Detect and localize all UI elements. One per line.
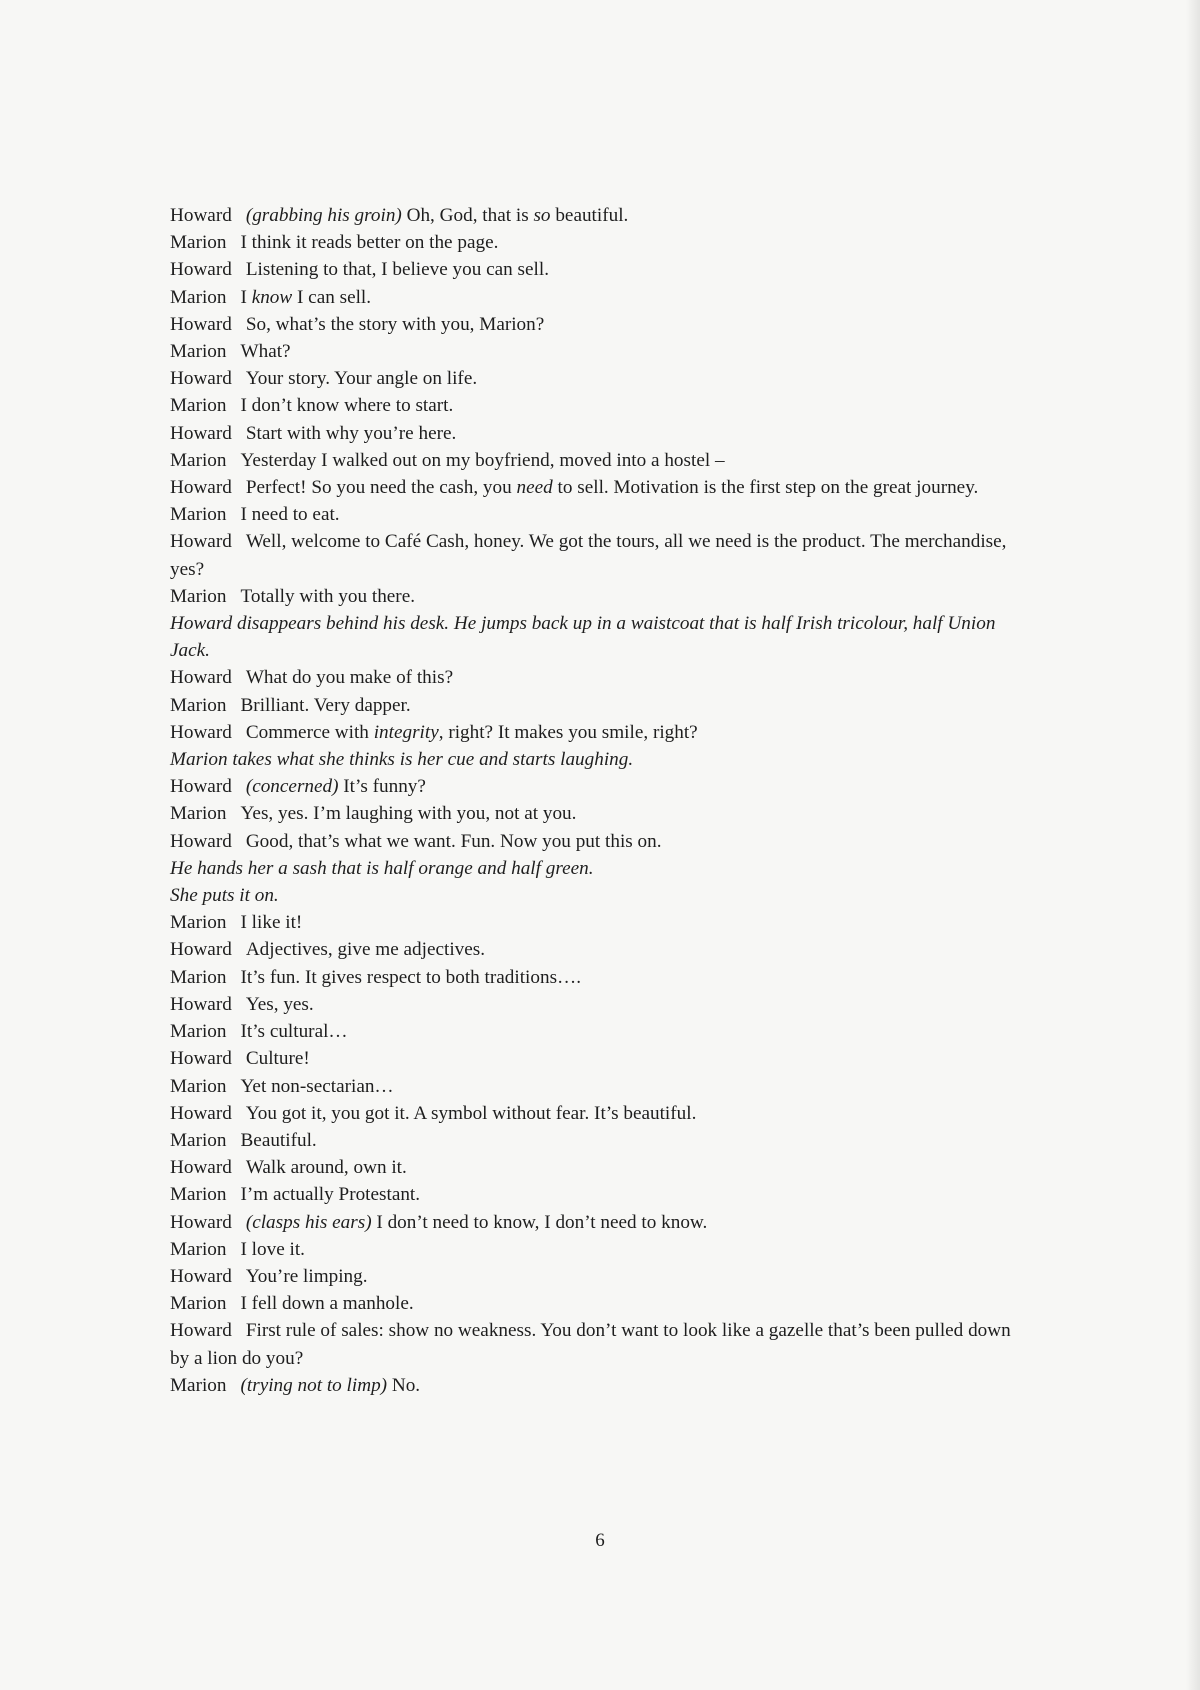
dialogue-text: , right? It makes you smile, right? [438,721,698,743]
page-edge-shadow [1186,0,1200,1690]
stage-direction [170,882,1020,909]
dialogue-line [170,909,1020,936]
direction-text: integrity [373,721,439,743]
dialogue-line [170,828,1020,855]
dialogue-text: Listening to that, I believe you can sell. [245,259,549,281]
dialogue-line [170,1209,1020,1236]
dialogue-line [170,474,1020,501]
dialogue-line [170,991,1020,1018]
dialogue-line [170,692,1020,719]
direction-text: He hands her a sash that is half orange and half green. [170,857,594,879]
dialogue-line [170,1236,1020,1263]
direction-text: She puts it on. [170,885,279,907]
speaker-name: Marion [170,912,227,934]
direction-text: (concerned) [245,776,339,798]
dialogue-text: I don’t know where to start. [240,395,454,417]
dialogue-line [170,1073,1020,1100]
speaker-name: Howard [170,1157,232,1179]
dialogue-line [170,338,1020,365]
dialogue-text: Perfect! So you need the cash, you [245,477,517,499]
dialogue-line [170,420,1020,447]
dialogue-line [170,392,1020,419]
dialogue-text: to sell. Motivation is the first step on the great journey. [552,477,979,499]
speaker-name: Marion [170,1129,227,1151]
dialogue-text: So, what’s the story with you, Marion? [245,313,545,335]
speaker-name: Marion [170,341,227,363]
speaker-name: Howard [170,313,232,335]
direction-text: Marion takes what she thinks is her cue and starts laughing. [170,749,634,771]
speaker-name: Marion [170,966,227,988]
dialogue-text: First rule of sales: show no weakness. You don’t want to look like a gazelle that’s been pulled down by a lion do you? [170,1320,1011,1369]
speaker-name: Marion [170,1374,227,1396]
speaker-name: Howard [170,1211,232,1233]
dialogue-line [170,1263,1020,1290]
speaker-name: Marion [170,585,227,607]
dialogue-text: What do you make of this? [245,667,454,689]
dialogue-text: It’s fun. It gives respect to both traditions…. [240,966,582,988]
direction-text: so [533,205,551,226]
speaker-name: Marion [170,395,227,417]
dialogue-line [170,1372,1020,1399]
speaker-name: Howard [170,205,232,226]
dialogue-line [170,365,1020,392]
dialogue-text: No. [387,1374,421,1396]
speaker-name: Marion [170,449,227,471]
direction-text: know [251,286,293,308]
speaker-name: Howard [170,1102,232,1124]
dialogue-line [170,1100,1020,1127]
dialogue-text: Totally with you there. [240,585,416,607]
dialogue-line [170,583,1020,610]
speaker-name: Howard [170,721,232,743]
dialogue-line [170,501,1020,528]
speaker-name: Howard [170,1048,232,1070]
direction-text: need [516,477,553,499]
speaker-name: Marion [170,1238,227,1260]
dialogue-text: I need to eat. [240,504,340,526]
dialogue-text: You got it, you got it. A symbol without fear. It’s beautiful. [245,1102,697,1124]
speaker-name: Howard [170,667,232,689]
dialogue-line [170,311,1020,338]
speaker-name: Marion [170,694,227,716]
stage-direction [170,855,1020,882]
dialogue-text: Good, that’s what we want. Fun. Now you put this on. [245,830,662,852]
dialogue-line [170,447,1020,474]
dialogue-text: Start with why you’re here. [245,422,457,444]
dialogue-text: Yet non-sectarian… [240,1075,394,1097]
speaker-name: Howard [170,1320,232,1342]
stage-direction [170,610,1020,664]
dialogue-text: Adjectives, give me adjectives. [245,939,486,961]
dialogue-line [170,229,1020,256]
stage-direction [170,746,1020,773]
speaker-name: Howard [170,368,232,390]
dialogue-text: I don’t need to know, I don’t need to know. [371,1211,708,1233]
direction-text: (clasps his ears) [245,1211,372,1233]
dialogue-line [170,1290,1020,1317]
page-number: 6 [595,1530,605,1551]
dialogue-line [170,1045,1020,1072]
dialogue-text: Yes, yes. I’m laughing with you, not at you. [240,803,577,825]
speaker-name: Howard [170,939,232,961]
direction-text: (grabbing his groin) [245,205,402,226]
speaker-name: Howard [170,259,232,281]
speaker-name: Howard [170,830,232,852]
dialogue-line [170,800,1020,827]
dialogue-line [170,1181,1020,1208]
speaker-name: Howard [170,1265,232,1287]
dialogue-line [170,284,1020,311]
dialogue-text: beautiful. [550,205,629,226]
speaker-name: Howard [170,477,232,499]
dialogue-line [170,719,1020,746]
dialogue-line [170,964,1020,991]
dialogue-line [170,1127,1020,1154]
dialogue-text: Commerce with [245,721,374,743]
dialogue-text: Yesterday I walked out on my boyfriend, moved into a hostel – [240,449,725,471]
speaker-name: Marion [170,286,227,308]
dialogue-text: Yes, yes. [245,993,314,1015]
speaker-name: Howard [170,531,232,553]
dialogue-text: Beautiful. [240,1129,317,1151]
dialogue-text: I love it. [240,1238,305,1260]
dialogue-text: Culture! [245,1048,310,1070]
dialogue-line [170,256,1020,283]
speaker-name: Howard [170,993,232,1015]
speaker-name: Marion [170,1184,227,1206]
dialogue-line [170,1317,1020,1371]
speaker-name: Howard [170,776,232,798]
dialogue-text: Your story. Your angle on life. [245,368,478,390]
dialogue-text: I like it! [240,912,303,934]
dialogue-text: I fell down a manhole. [240,1293,414,1315]
dialogue-text: I can sell. [292,286,372,308]
dialogue-line [170,528,1020,582]
dialogue-line [170,202,1020,229]
dialogue-text: I’m actually Protestant. [240,1184,421,1206]
dialogue-text: I think it reads better on the page. [240,232,499,254]
speaker-name: Marion [170,504,227,526]
dialogue-text: It’s funny? [338,776,426,798]
dialogue-line [170,664,1020,691]
speaker-name: Marion [170,1293,227,1315]
speaker-name: Marion [170,232,227,254]
script-body [170,202,1020,1399]
speaker-name: Marion [170,803,227,825]
speaker-name: Marion [170,1021,227,1043]
dialogue-text: Well, welcome to Café Cash, honey. We got the tours, all we need is the product. The merchandise, yes? [170,531,1007,580]
direction-text: (trying not to limp) [240,1374,388,1396]
dialogue-text: What? [240,341,291,363]
dialogue-text: Walk around, own it. [245,1157,407,1179]
dialogue-line [170,1154,1020,1181]
dialogue-text: It’s cultural… [240,1021,348,1043]
dialogue-line [170,773,1020,800]
dialogue-line [170,1018,1020,1045]
dialogue-text: You’re limping. [245,1265,368,1287]
dialogue-text: Oh, God, that is [401,205,534,226]
speaker-name: Marion [170,1075,227,1097]
dialogue-text: I [240,286,252,308]
dialogue-line [170,936,1020,963]
speaker-name: Howard [170,422,232,444]
direction-text: Howard disappears behind his desk. He jumps back up in a waistcoat that is half Irish tricolour, half Union Jack. [170,613,996,662]
dialogue-text: Brilliant. Very dapper. [240,694,411,716]
